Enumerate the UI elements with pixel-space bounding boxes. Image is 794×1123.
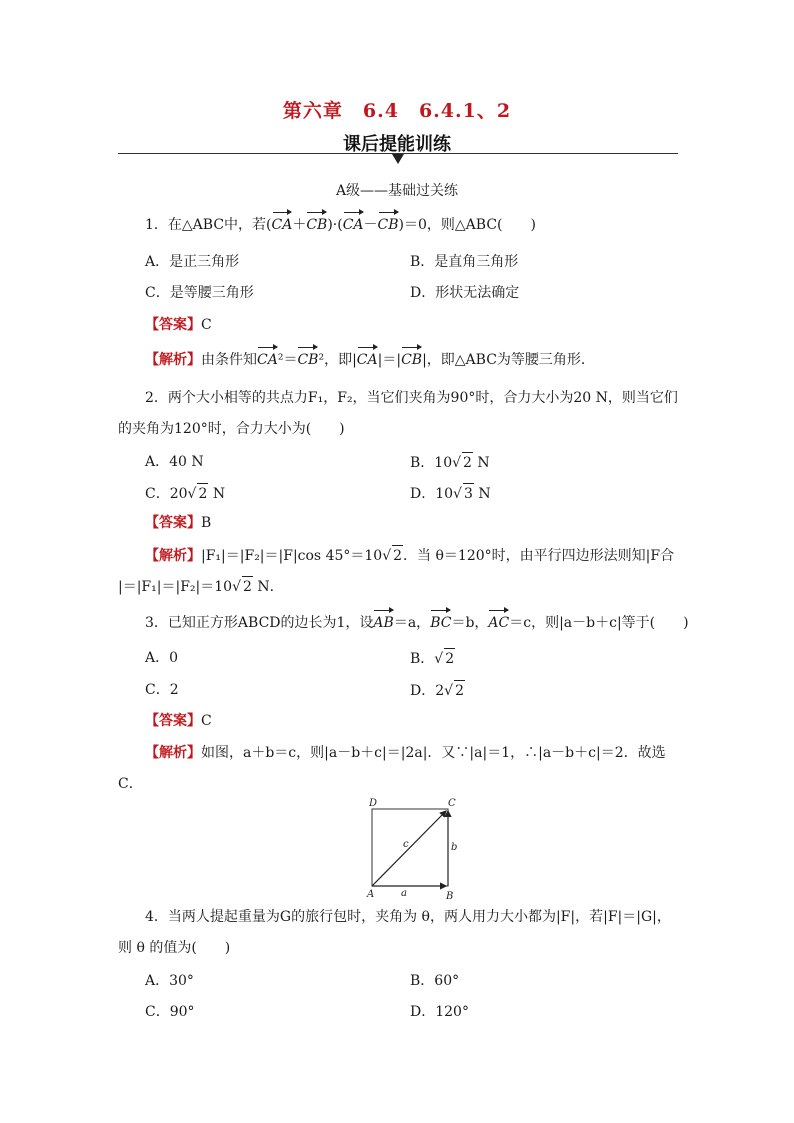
- label-vec-a: a: [401, 888, 407, 899]
- vector-cb: CB: [377, 217, 399, 233]
- label-vec-b: b: [451, 842, 458, 853]
- q4-option-d: D．120°: [410, 1004, 469, 1020]
- q2-option-b: B．10√ 2 N: [410, 452, 490, 473]
- label-c: C: [448, 798, 456, 809]
- q3-answer: 【答案】C: [145, 713, 212, 729]
- q3-option-b: B．√ 2: [410, 648, 455, 669]
- label-b: B: [446, 891, 454, 902]
- page-subtitle: 课后提能训练: [343, 134, 451, 155]
- question-2-line2: 的夹角为120°时，合力大小为( ): [118, 421, 345, 437]
- q4-option-a: A．30°: [145, 973, 194, 989]
- q1-option-a: A．是正三角形: [145, 254, 240, 270]
- chapter-title: 第六章 6.4 6.4.1、2: [282, 100, 512, 122]
- vector-cb: CB: [306, 217, 328, 233]
- label-a: A: [367, 889, 375, 900]
- vector-ca: CA: [342, 217, 364, 233]
- label-d: D: [369, 798, 378, 809]
- q3-analysis-line2: C．: [118, 776, 143, 792]
- q1-analysis: 【解析】由条件知CA²＝CB²，即|CA|＝|CB|，即△ABC为等腰三角形．: [145, 352, 595, 368]
- q2-option-a: A．40 N: [145, 454, 204, 470]
- question-1-stem: 1．在△ABC中，若(CA＋CB)·(CA－CB)＝0，则△ABC( ): [145, 217, 536, 233]
- vector-c-arrow: [372, 811, 446, 886]
- vector-ca: CA: [271, 217, 293, 233]
- square-vector-figure: [360, 797, 460, 902]
- q1-option-b: B．是直角三角形: [410, 254, 519, 270]
- q2-option-c: C．20√ 2 N: [145, 483, 225, 504]
- q3-analysis-line1: 【解析】如图，a＋b＝c，则|a－b＋c|＝|2a|．又∵|a|＝1，∴|a－b＋c|＝2．故选: [145, 745, 666, 761]
- label-vec-c: c: [403, 839, 409, 850]
- question-4-line1: 4．当两人提起重量为G的旅行包时，夹角为 θ，两人用力大小都为|F|，若|F|＝|G|，: [145, 909, 671, 925]
- question-2-line1: 2．两个大小相等的共点力F₁，F₂，当它们夹角为90°时，合力大小为20 N，则当它们: [145, 390, 678, 406]
- q4-option-c: C．90°: [145, 1004, 195, 1020]
- q2-analysis-line1: 【解析】|F₁|＝|F₂|＝|F|cos 45°＝10√ 2．当 θ＝120°时，由平行四边形法则知|F合: [145, 545, 674, 566]
- q1-option-d: D．形状无法确定: [410, 285, 520, 301]
- q3-option-a: A．0: [145, 650, 179, 666]
- q2-analysis-line2: |＝|F₁|＝|F₂|＝10√ 2 N．: [118, 576, 284, 597]
- q3-option-d: D．2√ 2: [410, 680, 465, 701]
- q1-answer: 【答案】C: [145, 317, 212, 333]
- question-3-stem: 3．已知正方形ABCD的边长为1，设AB＝a，BC＝b，AC＝c，则|a－b＋c|等于( ): [145, 615, 689, 631]
- section-title: A级——基础过关练: [335, 183, 459, 199]
- q2-answer: 【答案】B: [145, 515, 212, 531]
- triangle-marker-icon: [392, 154, 404, 164]
- q3-option-c: C．2: [145, 682, 179, 698]
- question-4-line2: 则 θ 的值为( ): [118, 940, 231, 956]
- q4-option-b: B．60°: [410, 973, 460, 989]
- q1-option-c: C．是等腰三角形: [145, 285, 254, 301]
- q2-option-d: D．10√ 3 N: [410, 483, 491, 504]
